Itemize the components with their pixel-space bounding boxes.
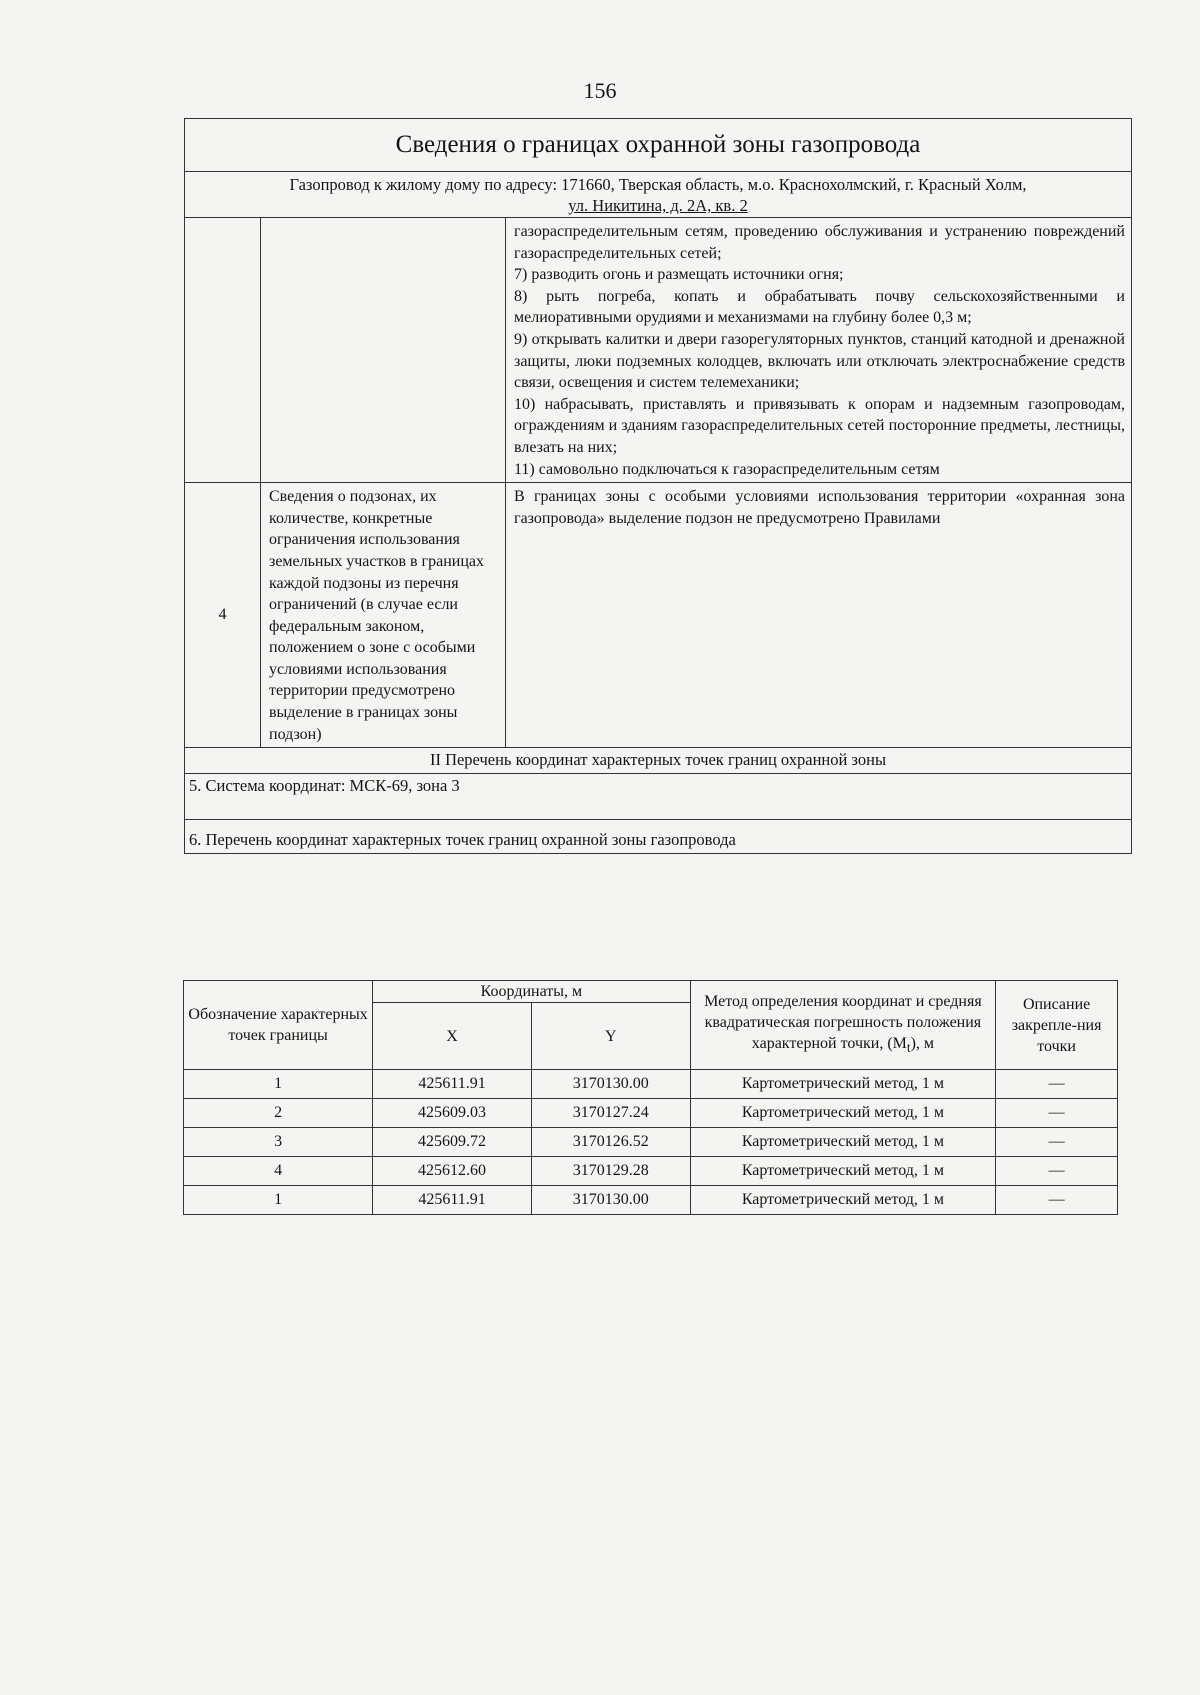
table-row bbox=[184, 1186, 1118, 1215]
restrictions-number bbox=[185, 218, 261, 482]
cell-y: 3170126.52 bbox=[531, 1128, 690, 1157]
cell-point: 1 bbox=[184, 1186, 373, 1215]
col-header-coordinates: Координаты, м bbox=[373, 981, 690, 1003]
cell-description: — bbox=[996, 1186, 1118, 1215]
section-2-title: II Перечень координат характерных точек границ охранной зоны bbox=[185, 748, 1131, 774]
cell-x: 425611.91 bbox=[373, 1186, 532, 1215]
subzones-number: 4 bbox=[185, 483, 261, 747]
cell-y: 3170130.00 bbox=[531, 1070, 690, 1099]
cell-point: 1 bbox=[184, 1070, 373, 1099]
col-header-y: Y bbox=[531, 1003, 690, 1070]
cell-x: 425612.60 bbox=[373, 1157, 532, 1186]
cell-y: 3170129.28 bbox=[531, 1157, 690, 1186]
cell-point: 2 bbox=[184, 1099, 373, 1128]
restrictions-label bbox=[261, 218, 506, 482]
zone-info-sheet bbox=[184, 118, 1132, 854]
restriction-item: газораспределительным сетям, проведению обслуживания и устранению повреждений газораспределительных сетей; bbox=[514, 223, 1125, 262]
cell-method: Картометрический метод, 1 м bbox=[690, 1186, 996, 1215]
cell-method: Картометрический метод, 1 м bbox=[690, 1070, 996, 1099]
restrictions-row bbox=[185, 218, 1131, 483]
coordinates-table bbox=[183, 980, 1118, 1215]
cell-x: 425611.91 bbox=[373, 1070, 532, 1099]
cell-x: 425609.03 bbox=[373, 1099, 532, 1128]
col-header-method: Метод определения координат и средняя квадратическая погрешность положения характерной точки, $(M_t)$, м bbox=[690, 981, 996, 1070]
restrictions-text bbox=[506, 218, 1131, 482]
coordinate-list-title: 6. Перечень координат характерных точек границ охранной зоны газопровода bbox=[189, 830, 736, 850]
cell-description: — bbox=[996, 1070, 1118, 1099]
table-row bbox=[184, 1099, 1118, 1128]
subzones-label: Сведения о подзонах, их количестве, конкретные ограничения использования земельных участков в границах каждой подзоны из перечня ограничений (в случае если федеральным законом, положением о зоне с особыми условиями использования территории предусмотрено выделение в границах зоны подзон) bbox=[261, 483, 506, 747]
col-header-x: X bbox=[373, 1003, 532, 1070]
coordinates-table-body bbox=[184, 1070, 1118, 1215]
col-header-description: Описание закрепле-ния точки bbox=[996, 981, 1118, 1070]
object-description bbox=[185, 172, 1131, 218]
table-row bbox=[184, 1157, 1118, 1186]
cell-description: — bbox=[996, 1128, 1118, 1157]
object-line-2: ул. Никитина, д. 2А, кв. 2 bbox=[568, 196, 748, 215]
restriction-item: 8) рыть погреба, копать и обрабатывать почву сельскохозяйственными и мелиоративными орудиями и механизмами на глубину более 0,3 м; bbox=[514, 287, 1125, 327]
cell-method: Картометрический метод, 1 м bbox=[690, 1157, 996, 1186]
cell-description: — bbox=[996, 1099, 1118, 1128]
table-row bbox=[184, 1128, 1118, 1157]
table-row bbox=[184, 1070, 1118, 1099]
cell-description: — bbox=[996, 1157, 1118, 1186]
restriction-item: 10) набрасывать, приставлять и привязывать к опорам и надземным газопроводам, ограждениям и зданиям газораспределительных сетей посторонние предметы, лестницы, влезать на них; bbox=[514, 395, 1125, 456]
subzones-row bbox=[185, 483, 1131, 748]
cell-x: 425609.72 bbox=[373, 1128, 532, 1157]
cell-y: 3170130.00 bbox=[531, 1186, 690, 1215]
restriction-item: 11) самовольно подключаться к газораспределительным сетям bbox=[514, 460, 940, 478]
document-title: Сведения о границах охранной зоны газопровода bbox=[185, 119, 1131, 172]
page-number: 156 bbox=[583, 78, 617, 103]
subzones-value: В границах зоны с особыми условиями использования территории «охранная зона газопровода» выделение подзон не предусмотрено Правилами bbox=[514, 488, 1125, 527]
object-line-1: Газопровод к жилому дому по адресу: 171660, Тверская область, м.о. Краснохолмский, г. Красный Холм, bbox=[289, 175, 1027, 194]
coordinate-system: 5. Система координат: МСК-69, зона 3 bbox=[185, 774, 1131, 820]
col-header-point: Обозначение характерных точек границы bbox=[184, 981, 373, 1070]
cell-method: Картометрический метод, 1 м bbox=[690, 1128, 996, 1157]
restriction-item: 9) открывать калитки и двери газорегуляторных пунктов, станций катодной и дренажной защиты, люки подземных колодцев, включать или отключать электроснабжение средств связи, освещения и систем телемеханики; bbox=[514, 330, 1125, 392]
cell-method: Картометрический метод, 1 м bbox=[690, 1099, 996, 1128]
cell-point: 4 bbox=[184, 1157, 373, 1186]
cell-y: 3170127.24 bbox=[531, 1099, 690, 1128]
restriction-item: 7) разводить огонь и размещать источники огня; bbox=[514, 266, 844, 284]
cell-point: 3 bbox=[184, 1128, 373, 1157]
